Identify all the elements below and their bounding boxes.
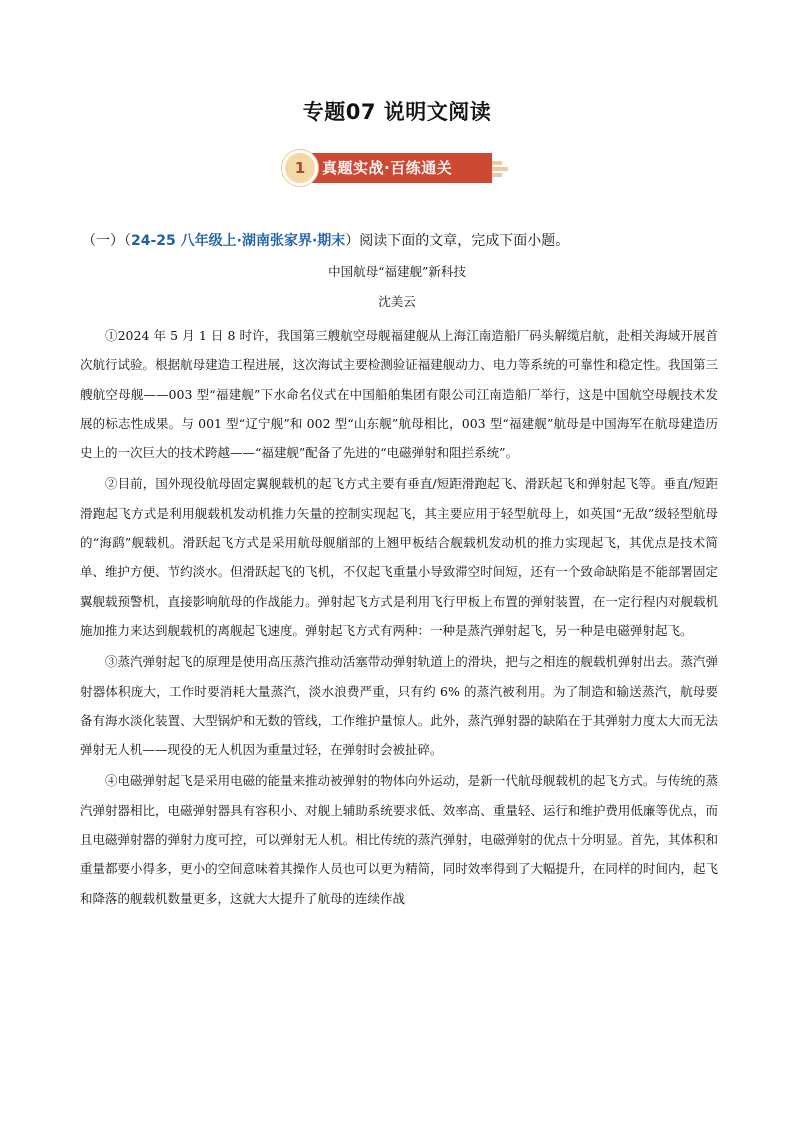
paragraph-2: ②目前，国外现役航母固定翼舰载机的起飞方式主要有垂直/短距滑跑起飞、滑跃起飞和弹射起飞等。垂直/短距滑跑起飞方式是利用舰载机发动机推力矢量的控制实现起飞，其主要应用于轻型航母上，如英国“无敌”级轻型航母的“海鹞”舰载机。滑跃起飞方式是采用航母舰艏部的上翘甲板结合舰载机发动机的推力实现起飞，其优点是技术简单、维护方便、节约淡水。但滑跃起飞的飞机，不仅起飞重量小导致滞空时间短，还有一个致命缺陷是不能部署固定翼舰载预警机，直接影响航母的作战能力。弹射起飞方式是利用飞行甲板上布置的弹射装置，在一定行程内对舰载机施加推力来达到舰载机的离舰起飞速度。弹射起飞方式有两种：一种是蒸汽弹射起飞，另一种是电磁弹射起飞。 bbox=[80, 476, 718, 638]
article-title: 中国航母“福建舰”新科技 bbox=[328, 264, 466, 279]
paragraph-4: ④电磁弹射起飞是采用电磁的能量来推动被弹射的物体向外运动，是新一代航母舰载机的起飞方式。与传统的蒸汽弹射器相比，电磁弹射器具有容积小、对舰上辅助系统要求低、效率高、重量轻、运行和维护费用低廉等优点，而且电磁弹射器的弹射力度可控，可以弹射无人机。相比传统的蒸汽弹射，电磁弹射的优点十分明显。首先，其体积和重量都要小得多，更小的空间意味着其操作人员也可以更为精简，同时效率得到了大幅提升，在同样的时间内，起飞和降落的舰载机数量更多，这就大大提升了航母的连续作战 bbox=[80, 773, 718, 906]
banner-tab-decoration bbox=[492, 167, 508, 171]
question-source-close: ） bbox=[345, 233, 360, 249]
question-source: 24-25 八年级上·湖南张家界·期末 bbox=[131, 233, 346, 249]
banner-tab-decoration bbox=[492, 173, 502, 177]
section-banner bbox=[282, 150, 514, 186]
question-number: （一）（ bbox=[82, 233, 131, 249]
page-title: 专题07 说明文阅读 bbox=[302, 100, 492, 124]
article-body bbox=[80, 321, 718, 915]
paragraph-1: ①2024 年 5 月 1 日 8 时许，我国第三艘航空母舰福建舰从上海江南造船厂码头解缆启航，赴相关海域开展首次航行试验。根据航母建造工程进展，这次海试主要检测验证福建舰动力、电力等系统的可靠性和稳定性。我国第三艘航空母舰——003 型“福建舰”下水命名仪式在中国船舶集团有限公司江南造船厂举行，这是中国航空母舰技术发展的标志性成果。与 001 型“辽宁舰”和 002 型“山东舰”航母相比，003 型“福建舰”航母是中国海军在航母建造历史上的一次巨大的技术跨越——“福建舰”配备了先进的“电磁弹射和阻拦系统”。 bbox=[80, 328, 718, 461]
banner-tab-decoration bbox=[492, 161, 502, 165]
question-instruction: 阅读下面的文章，完成下面小题。 bbox=[359, 233, 570, 249]
question-header bbox=[82, 230, 569, 250]
section-label: 真题实战·百练通关 bbox=[322, 159, 453, 177]
article-author: 沈美云 bbox=[378, 294, 416, 309]
paragraph-3: ③蒸汽弹射起飞的原理是使用高压蒸汽推动活塞带动弹射轨道上的滑块，把与之相连的舰载机弹射出去。蒸汽弹射器体积庞大，工作时要消耗大量蒸汽，淡水浪费严重，只有约 6% 的蒸汽被利用。为了制造和输送蒸汽，航母要备有海水淡化装置、大型锅炉和无数的管线，工作维护量惊人。此外，蒸汽弹射器的缺陷在于其弹射力度太大而无法弹射无人机——现役的无人机因为重量过轻，在弹射时会被扯碎。 bbox=[80, 654, 718, 758]
section-number-badge: 1 bbox=[282, 150, 318, 186]
